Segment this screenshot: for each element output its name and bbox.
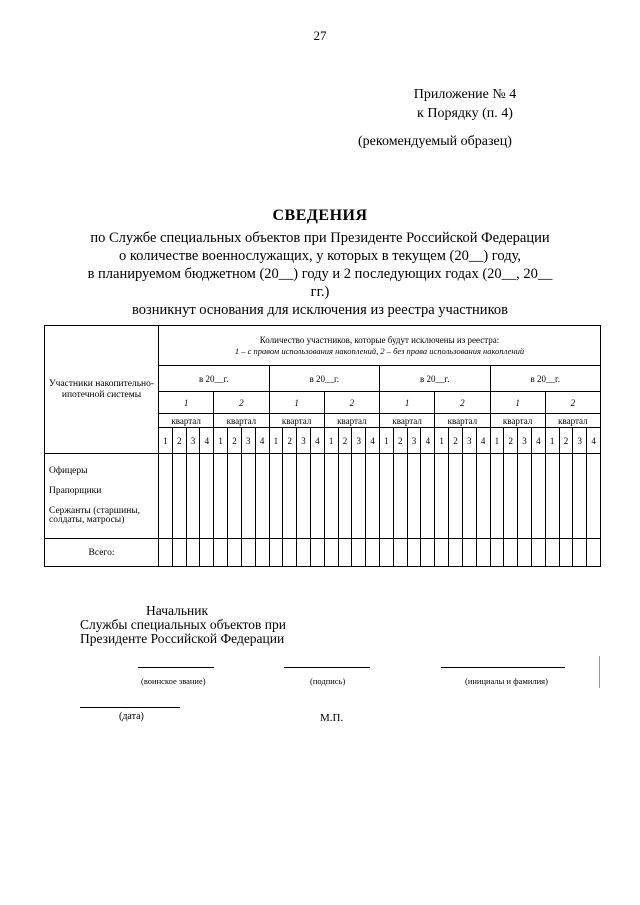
subtitle-line-3: в планируемом бюджетном (20__) году и 2 последующих годах (20__, 20__: [87, 266, 553, 282]
data-cell: [573, 454, 587, 539]
quarter-header: квартал: [269, 414, 324, 428]
quarter-number: 4: [421, 428, 435, 454]
total-cell: [421, 539, 435, 567]
quarter-number: 4: [200, 428, 214, 454]
page-edge-mark: [599, 656, 600, 688]
total-cell: [241, 539, 255, 567]
rank-signature-line: [138, 667, 214, 668]
date-label: (дата): [119, 711, 144, 722]
total-cell: [338, 539, 352, 567]
data-cell: [297, 454, 311, 539]
quarter-number: 4: [531, 428, 545, 454]
quarter-number: 3: [518, 428, 532, 454]
total-cell: [587, 539, 601, 567]
total-cell: [449, 539, 463, 567]
data-cell: [310, 454, 324, 539]
year-header: в 20__г.: [380, 366, 491, 392]
group-header: 1: [490, 392, 545, 414]
total-cell: [283, 539, 297, 567]
quarter-header: квартал: [435, 414, 490, 428]
quarter-number: 1: [380, 428, 394, 454]
quarter-number: 4: [310, 428, 324, 454]
document-title: СВЕДЕНИЯ: [272, 207, 368, 224]
data-cell: [324, 454, 338, 539]
data-cell: [449, 454, 463, 539]
quarter-number: 3: [462, 428, 476, 454]
quarter-number: 2: [228, 428, 242, 454]
rank-label: (воинское звание): [141, 676, 206, 686]
quarter-number: 3: [407, 428, 421, 454]
signature-label: (подпись): [310, 676, 346, 686]
subtitle-line-4: гг.): [310, 284, 330, 300]
document-subtitle: [60, 229, 580, 319]
appendix-line-2: к Порядку (п. 4): [417, 106, 513, 121]
row-label-warrant-officers: Прапорщики: [49, 486, 102, 496]
quarter-number: 3: [352, 428, 366, 454]
data-cell: [407, 454, 421, 539]
caption-line-1: Количество участников, которые будут исключены из реестра:: [259, 334, 500, 345]
quarter-number: 4: [255, 428, 269, 454]
total-cell: [407, 539, 421, 567]
data-cell: [435, 454, 449, 539]
data-cell: [380, 454, 394, 539]
group-header: 2: [214, 392, 269, 414]
quarter-number: 1: [545, 428, 559, 454]
total-row-label-cell: [45, 539, 159, 567]
chief-line-1: Начальник: [146, 603, 209, 618]
quarter-number: 1: [214, 428, 228, 454]
quarter-number: 4: [587, 428, 601, 454]
quarter-number: 3: [241, 428, 255, 454]
data-cell: [283, 454, 297, 539]
total-cell: [380, 539, 394, 567]
quarter-number: 1: [490, 428, 504, 454]
quarter-number: 1: [159, 428, 173, 454]
appendix-line-1: Приложение № 4: [413, 87, 517, 102]
total-cell: [476, 539, 490, 567]
quarter-number: 1: [324, 428, 338, 454]
subtitle-line-1: по Службе специальных объектов при Президенте Российской Федерации: [90, 230, 550, 246]
total-cell: [490, 539, 504, 567]
data-cell: [504, 454, 518, 539]
total-cell: [200, 539, 214, 567]
data-cell: [159, 454, 173, 539]
quarter-number: 2: [338, 428, 352, 454]
quarter-number: 2: [504, 428, 518, 454]
total-cell: [559, 539, 573, 567]
data-cell: [476, 454, 490, 539]
caption-line-2: 1 – с правом использования накоплений, 2 – без права использования накоплений: [234, 345, 525, 356]
group-header: 1: [269, 392, 324, 414]
data-cell: [490, 454, 504, 539]
row-label-officers: Офицеры: [49, 466, 88, 476]
sample-note: (рекомендуемый образец): [358, 134, 512, 149]
total-cell: [255, 539, 269, 567]
total-cell: [435, 539, 449, 567]
total-cell: [352, 539, 366, 567]
data-cell: [531, 454, 545, 539]
total-cell: [159, 539, 173, 567]
group-header: 2: [545, 392, 600, 414]
quarter-number: 2: [559, 428, 573, 454]
data-cell: [421, 454, 435, 539]
signature-line: [284, 667, 370, 668]
quarter-header: квартал: [214, 414, 269, 428]
quarter-number: 2: [172, 428, 186, 454]
subtitle-line-5: возникнут основания для исключения из реестра участников: [132, 302, 508, 318]
data-cell: [200, 454, 214, 539]
total-cell: [573, 539, 587, 567]
participants-table: [44, 325, 601, 567]
data-cell: [366, 454, 380, 539]
total-cell: [310, 539, 324, 567]
total-cell: [366, 539, 380, 567]
quarter-number: 3: [186, 428, 200, 454]
data-cell: [518, 454, 532, 539]
quarter-number: 3: [573, 428, 587, 454]
quarter-header: квартал: [545, 414, 600, 428]
data-cell: [241, 454, 255, 539]
total-cell: [172, 539, 186, 567]
quarter-number: 2: [393, 428, 407, 454]
quarter-header: квартал: [490, 414, 545, 428]
name-label: (инициалы и фамилия): [465, 676, 548, 686]
quarter-number: 3: [297, 428, 311, 454]
total-cell: [518, 539, 532, 567]
year-header: в 20__г.: [269, 366, 380, 392]
data-cell: [186, 454, 200, 539]
row-label-total: Всего:: [88, 547, 115, 558]
data-cell: [214, 454, 228, 539]
chief-line-2: Службы специальных объектов при: [80, 617, 286, 632]
quarter-number: 4: [366, 428, 380, 454]
data-cell: [545, 454, 559, 539]
data-cell: [269, 454, 283, 539]
total-cell: [228, 539, 242, 567]
data-cell: [559, 454, 573, 539]
total-cell: [269, 539, 283, 567]
total-cell: [324, 539, 338, 567]
total-cell: [462, 539, 476, 567]
data-cell: [338, 454, 352, 539]
group-header: 2: [435, 392, 490, 414]
date-line: [80, 707, 180, 708]
data-cell: [255, 454, 269, 539]
quarter-number: 4: [476, 428, 490, 454]
total-cell: [504, 539, 518, 567]
group-header: 1: [159, 392, 214, 414]
total-cell: [297, 539, 311, 567]
table-caption: [159, 326, 601, 366]
data-cell: [172, 454, 186, 539]
seal-label: М.П.: [320, 712, 344, 724]
group-header: 1: [380, 392, 435, 414]
total-cell: [393, 539, 407, 567]
data-cell: [462, 454, 476, 539]
data-cell: [352, 454, 366, 539]
subtitle-line-2: о количестве военнослужащих, у которых в текущем (20__) году,: [118, 248, 521, 264]
name-signature-line: [441, 667, 565, 668]
quarter-header: квартал: [324, 414, 379, 428]
row-label-sergeants: Сержанты (старшины, солдаты, матросы): [49, 506, 141, 525]
chief-line-3: Президенте Российской Федерации: [80, 631, 285, 646]
year-header: в 20__г.: [490, 366, 601, 392]
quarter-header: квартал: [159, 414, 214, 428]
data-cell: [228, 454, 242, 539]
total-cell: [214, 539, 228, 567]
quarter-header: квартал: [380, 414, 435, 428]
total-cell: [186, 539, 200, 567]
quarter-number: 1: [435, 428, 449, 454]
quarter-number: 2: [283, 428, 297, 454]
appendix-reference: [390, 85, 540, 123]
quarter-number: 1: [269, 428, 283, 454]
participants-header: Участники накопительно-ипотечной системы: [48, 378, 155, 400]
participants-header-cell: [45, 326, 159, 454]
total-cell: [531, 539, 545, 567]
quarter-number: 2: [449, 428, 463, 454]
group-header: 2: [324, 392, 379, 414]
data-cell: [587, 454, 601, 539]
year-header: в 20__г.: [159, 366, 270, 392]
page-number: 27: [313, 28, 327, 43]
row-labels-cell: [45, 454, 159, 539]
chief-title: [80, 604, 286, 646]
total-cell: [545, 539, 559, 567]
data-cell: [393, 454, 407, 539]
